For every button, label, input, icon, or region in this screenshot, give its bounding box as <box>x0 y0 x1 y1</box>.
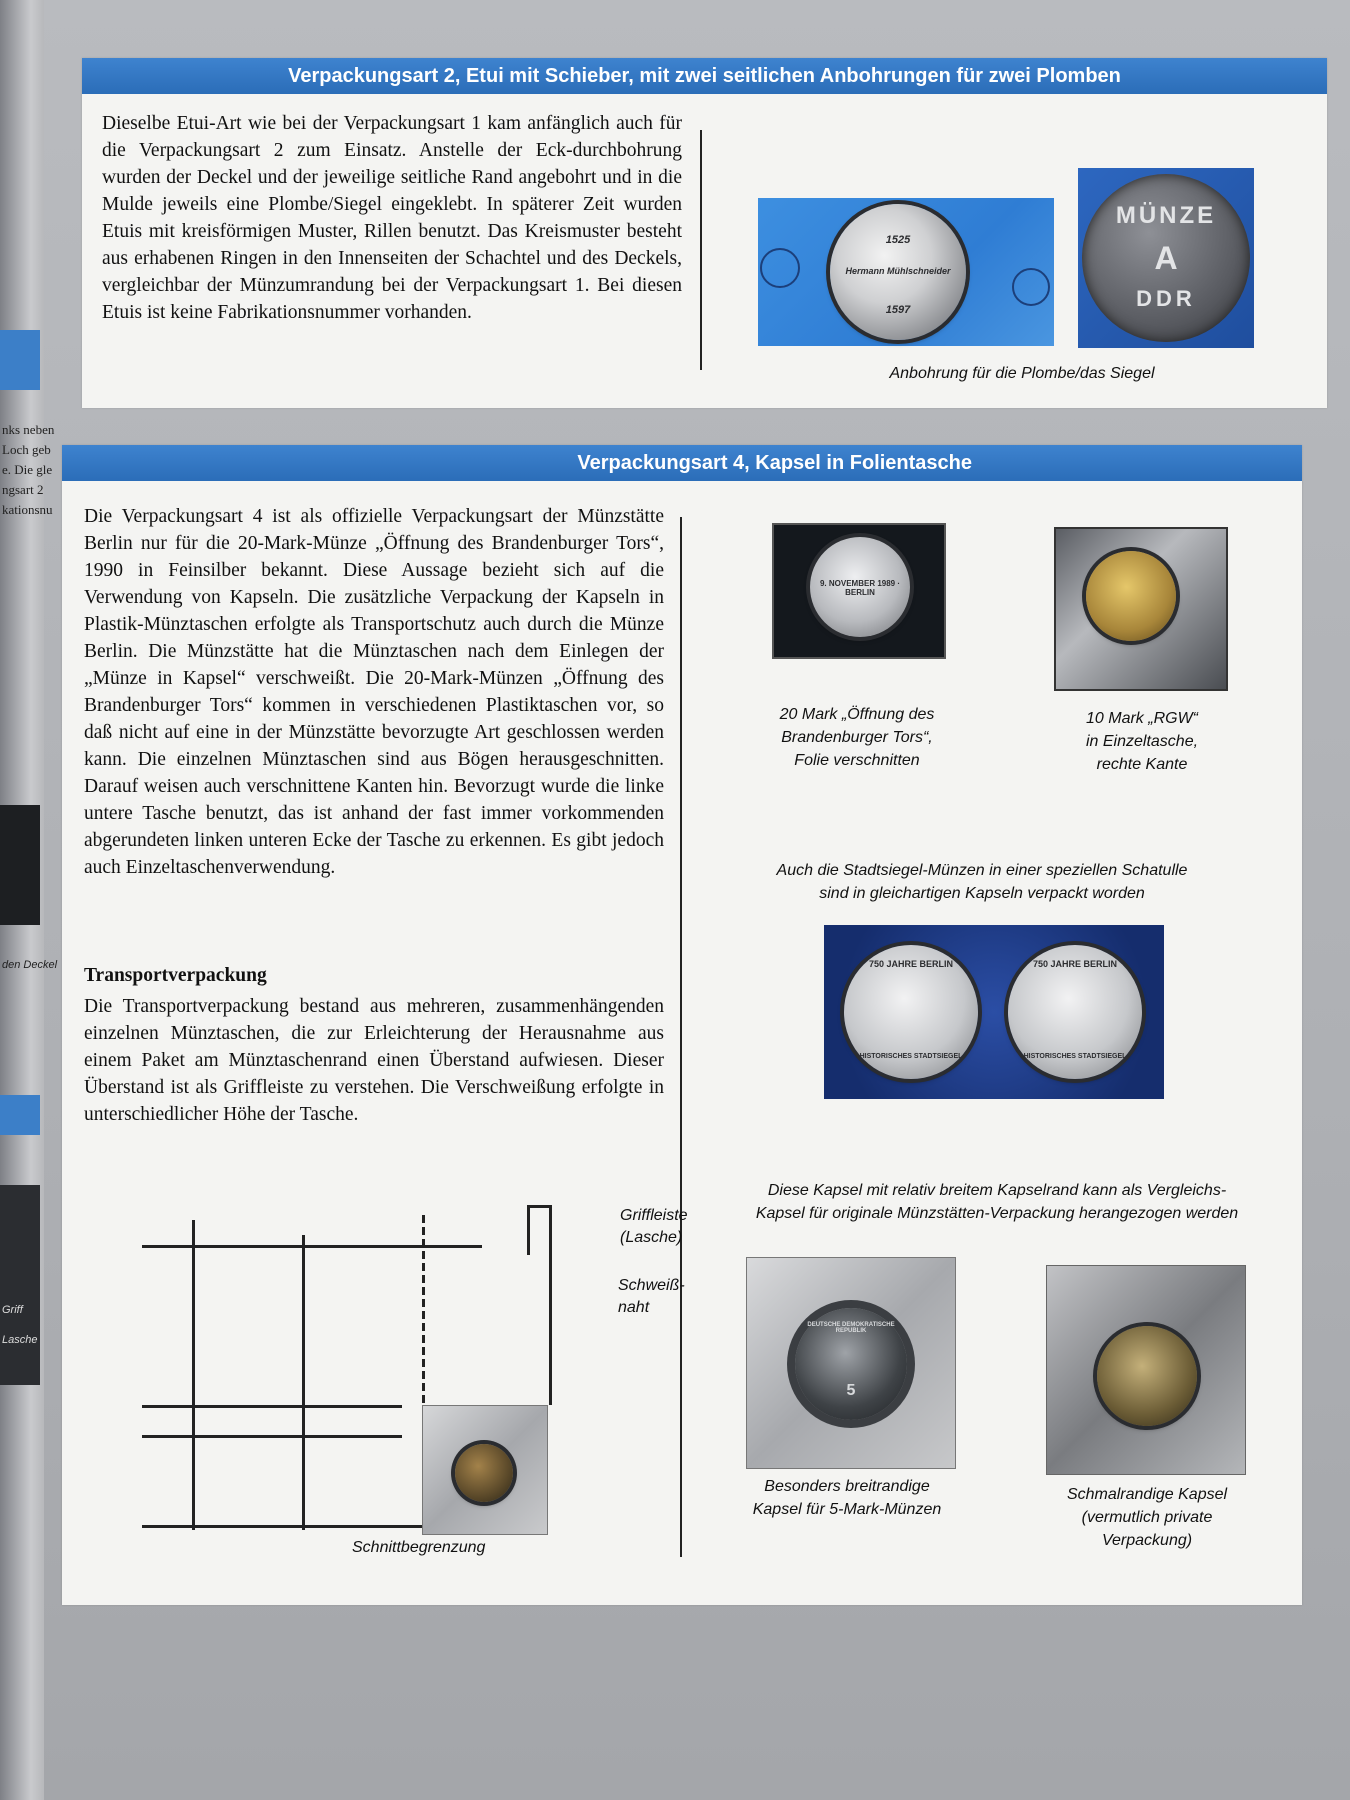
caption-20-mark: 20 Mark „Öffnung des Brandenburger Tors“, Folie verschnitten <box>779 706 935 769</box>
photo-10-mark-rgw <box>1054 527 1228 691</box>
diagram-line <box>302 1235 305 1530</box>
label-schweissnaht: Schweiß- naht <box>618 1277 685 1316</box>
prev-dark-image-2 <box>0 1185 40 1385</box>
diagram-line <box>142 1525 452 1528</box>
section-title: Verpackungsart 2, Etui mit Schieber, mit zwei seitlichen Anbohrungen für zwei Plomben <box>82 58 1327 94</box>
stadtsiegel-coin-left: 750 JAHRE BERLIN HISTORISCHES STADTSIEGEL <box>844 945 978 1079</box>
section-body-text: Die Verpackungsart 4 ist als offizielle Verpackungsart der Münzstätte Berlin nur für die 20-Mark-Münze „Öffnung des Brandenburger Tors“, 1990 in Feinsilber bekannt. Diese Aussage bezieht sich auf die Verwendung von Kapseln. Die zusätzliche Verpackung der Kapseln in Plastik-Münztaschen erfolgte als Transportschutz auch durch die Münze Berlin. Die Münzstätte hat die Münztaschen nach dem Einlegen der „Münze in Kapsel“ verschweißt. Die 20-Mark-Münzen „Öffnung des Brandenburger Tors“ kommen in verschiedenen Plastiktaschen vor, so daß nicht auf eine in der Münzstätte bevorzugte Art geschlossen werden kann. Die einzelnen Münztaschen sind aus Bögen herausgeschnitten. Darauf weisen auch verschnittene Kanten hin. Bevorzugt wurde die linke untere Tasche benutzt, das ist anhand der fast immer vorkommenden abgerundeten linken unteren Ecke der Tasche zu erkennen. Es gibt jedoch auch Einzeltaschenverwendung. <box>84 506 664 878</box>
pocket-coin <box>455 1444 513 1502</box>
medal-coin: 1525 Hermann Mühlschneider 1597 <box>830 204 966 340</box>
diagram-line <box>527 1205 530 1255</box>
photo-schmalrandige-kapsel <box>1046 1265 1246 1475</box>
section-title: Verpackungsart 4, Kapsel in Folientasche <box>62 445 1302 481</box>
photo-stadtsiegel-case <box>824 925 1164 1099</box>
coin-5-mark: DEUTSCHE DEMOKRATISCHE REPUBLIK 5 <box>795 1308 907 1420</box>
prev-label-deckel: den Deckel <box>2 959 58 971</box>
section-verpackungsart-2 <box>82 58 1327 408</box>
label-griffleiste: Griffleiste (Lasche) <box>620 1207 688 1246</box>
column-divider <box>700 130 702 370</box>
photo-20-mark-coin <box>772 523 946 659</box>
seal-photo <box>1078 168 1254 348</box>
transport-body-text: Die Transportverpackung bestand aus mehreren, zusammenhängenden einzelnen Münztaschen, die zur Erleichterung der Herausnahme aus einem Paket am Münztaschenrand einen Überstand aufwiesen. Dieser Überstand ist als Griffleiste zu verstehen. Die Verschweißung erfolgte in unterschiedlicher Höhe der Tasche. <box>84 996 664 1125</box>
prev-label-griff: Griff <box>2 1304 23 1316</box>
diagram-line <box>549 1205 552 1405</box>
stadtsiegel-coin-right: 750 JAHRE BERLIN HISTORISCHES STADTSIEGEL <box>1008 945 1142 1079</box>
coin-rgw <box>1086 551 1176 641</box>
section-verpackungsart-4 <box>62 445 1302 1605</box>
previous-page-edge <box>0 0 58 1800</box>
coin-brandenburger-tor: 9. NOVEMBER 1989 · BERLIN <box>810 537 910 637</box>
drill-hole-left <box>760 248 800 288</box>
caption-stadtsiegel: Auch die Stadtsiegel-Münzen in einer speziellen Schatulle sind in gleichartigen Kapseln verpackt worden <box>776 862 1188 902</box>
etui-photo <box>758 198 1054 346</box>
prev-blue-bar-2 <box>0 1095 40 1135</box>
label-schnittbegrenzung: Schnittbegrenzung <box>352 1539 486 1556</box>
column-divider <box>680 517 682 1557</box>
transport-subhead: Transportverpackung <box>84 965 267 986</box>
caption-schmalrandig: Schmalrandige Kapsel (vermutlich private Verpackung) <box>1066 1486 1228 1549</box>
diagram-pocket-photo <box>422 1405 548 1535</box>
photo-5-mark-kapsel <box>746 1257 956 1469</box>
caption-10-mark: 10 Mark „RGW“ in Einzeltasche, rechte Kante <box>1085 710 1199 773</box>
drill-hole-right <box>1012 268 1050 306</box>
coin-narrow-capsule <box>1097 1326 1197 1426</box>
diagram-line <box>142 1435 402 1438</box>
diagram-line <box>142 1405 402 1408</box>
prev-blue-bar <box>0 330 40 390</box>
prev-label-lasche: Lasche <box>2 1334 38 1346</box>
prev-dark-image <box>0 805 40 925</box>
prev-text-fragments: nks neben Loch geb e. Die gle ngsart 2 kationsnu <box>2 422 55 517</box>
section-body-text: Dieselbe Etui-Art wie bei der Verpackungsart 1 kam anfänglich auch für die Verpackungsart 2 zum Einsatz. Anstelle der Eck-durchbohrung wurden der Deckel und der jeweilige seitliche Rand angebohrt und in die Mulde jeweils eine Plombe/Siegel eingeklebt. In späterer Zeit wurden Etuis mit kreisförmigen Muster, Rillen benutzt. Das Kreismuster besteht aus erhabenen Ringen in den Innenseiten der Schachtel und des Deckels, vergleichbar der Münzumrandung bei der Verpackungsart 1. Bei diesen Etuis ist keine Fabrikationsnummer vorhanden. <box>102 113 682 323</box>
diagram-line <box>192 1220 195 1530</box>
caption-kapsel-vergleich: Diese Kapsel mit relativ breitem Kapselrand kann als Vergleichs- Kapsel für originale Münzstätten-Verpackung herangezogen werden <box>755 1182 1239 1222</box>
caption-5-mark: Besonders breitrandige Kapsel für 5-Mark-Münzen <box>752 1478 942 1518</box>
seal-disc: MÜNZE A DDR <box>1082 174 1250 342</box>
photo-caption: Anbohrung für die Plombe/das Siegel <box>889 365 1155 382</box>
pocket-sheet-diagram <box>102 1205 688 1556</box>
